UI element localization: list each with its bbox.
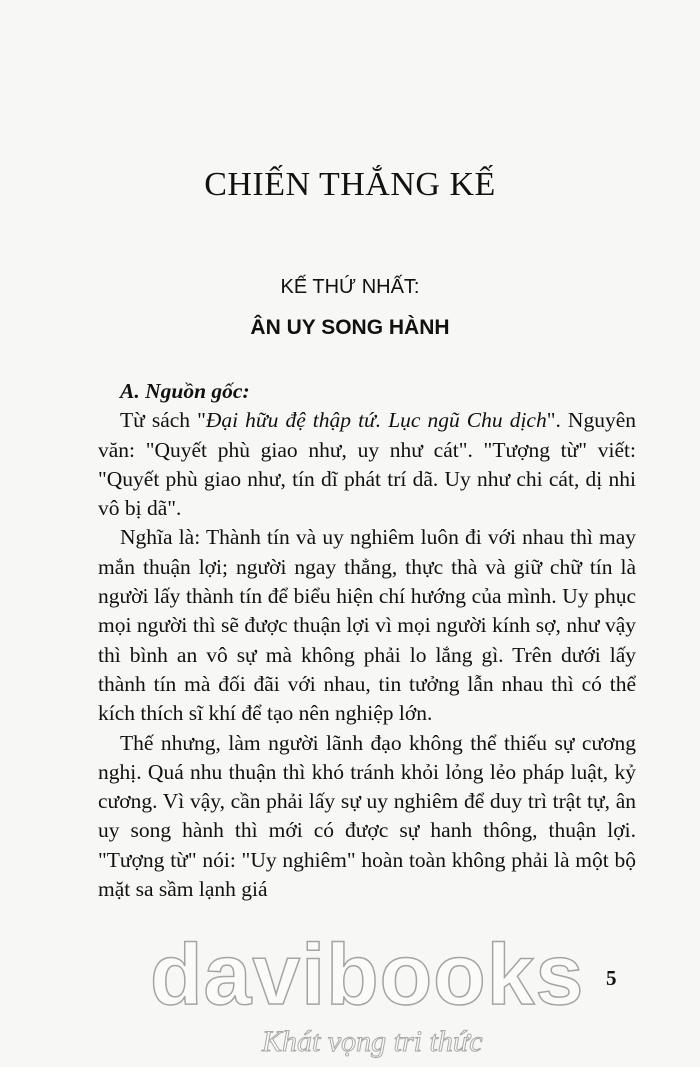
section-heading: ÂN UY SONG HÀNH (250, 316, 450, 339)
paragraph-1-suffix: ". Nguyên văn: "Quyết phù giao như, uy như cát". "Tượng từ" viết: "Quyết phù giao như, tín dĩ phát trí dã. Uy như chi cát, dị nhi vô bị dã". (98, 408, 636, 521)
paragraph-2: Nghĩa là: Thành tín và uy nghiêm luôn đi với nhau thì may mắn thuận lợi; người ngay thẳng, thực thà và giữ chữ tín là người lấy thành tín để biểu hiện chí hướng của mình. Uy phục mọi người thì sẽ được thuận lợi vì mọi người kính sợ, như vậy thì bình an vô sự mà không phải lo lắng gì. Trên dưới lấy thành tín mà đối đãi với nhau, tin tưởng lẫn nhau thì có thể kích thích sĩ khí để tạo nên nghiệp lớn. (98, 525, 636, 726)
watermark-tagline: Khát vọng tri thức (262, 1025, 483, 1058)
paragraph-3: Thế nhưng, làm người lãnh đạo không thể thiếu sự cương nghị. Quá nhu thuận thì khó tránh khỏi lỏng lẻo pháp luật, kỷ cương. Vì vậy, cần phải lấy sự uy nghiêm để duy trì trật tự, ân uy song hành thì mới có được sự hanh thông, thuận lợi. "Tượng từ" nói: "Uy nghiêm" hoàn toàn không phải là một bộ mặt sa sầm lạnh giá (98, 730, 636, 902)
section-subtitle: KẾ THỨ NHẤT: (280, 276, 420, 298)
subsection-heading: A. Nguồn gốc: (120, 379, 250, 403)
paragraph-1 (98, 406, 636, 523)
watermark-logo: davibooks (150, 927, 585, 1023)
page-number: 5 (606, 966, 617, 990)
book-title-italic: Đại hữu đệ thập tứ. Lục ngũ Chu dịch (205, 408, 547, 433)
chapter-title: CHIẾN THẮNG KẾ (204, 166, 496, 203)
paragraph-1-prefix: Từ sách " (120, 408, 206, 433)
body-text (98, 377, 636, 904)
